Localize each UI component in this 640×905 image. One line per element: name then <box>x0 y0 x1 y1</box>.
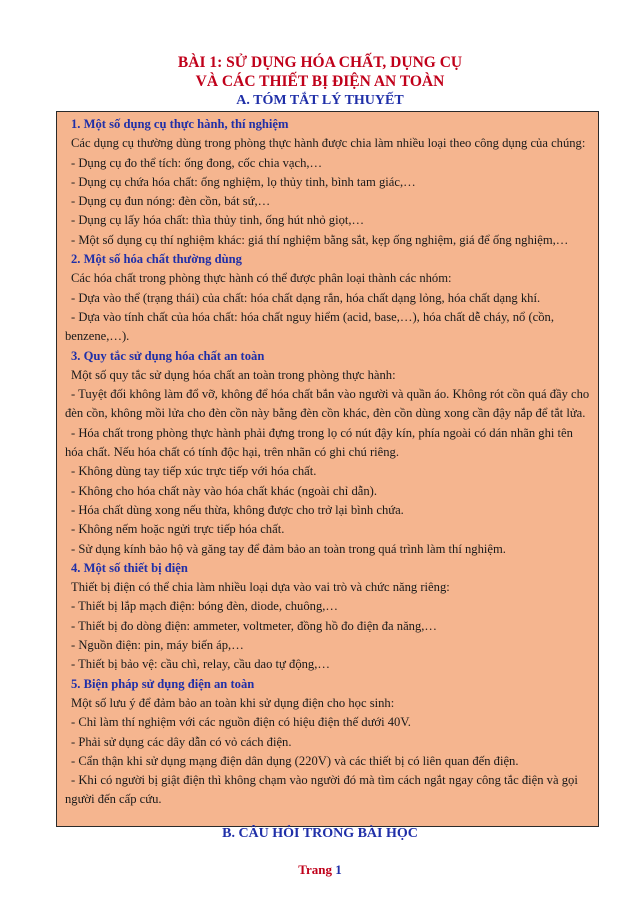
paragraph: - Tuyệt đối không làm đổ vỡ, không để hóa chất bắn vào người và quần áo. Không rót cồn quá đầy cho đèn cồn, không mồi lửa cho đèn cồn này bằng đèn cồn khác, đèn cồn dùng xong cần đậy nắp để tắt lửa. <box>65 387 590 421</box>
paragraph: - Thiết bị đo dòng điện: ammeter, voltmeter, đồng hồ đo điện đa năng,… <box>71 618 437 633</box>
theory-summary-box <box>56 111 599 827</box>
paragraph: - Thiết bị bảo vệ: cầu chì, relay, cầu dao tự động,… <box>71 657 330 672</box>
paragraph: - Cẩn thận khi sử dụng mạng điện dân dụng (220V) và các thiết bị có liên quan đến điện. <box>71 753 519 768</box>
paragraph: - Phải sử dụng các dây dẫn có vỏ cách điện. <box>71 734 292 749</box>
page-number <box>0 862 640 878</box>
paragraph: - Nguồn điện: pin, máy biến áp,… <box>71 638 244 653</box>
paragraph: - Dụng cụ đun nóng: đèn cồn, bát sứ,… <box>71 194 271 209</box>
paragraph: Các hóa chất trong phòng thực hành có thể được phân loại thành các nhóm: <box>71 271 452 286</box>
section-b-heading: B. CÂU HỎI TRONG BÀI HỌC <box>222 826 418 841</box>
subsection-heading: 1. Một số dụng cụ thực hành, thí nghiệm <box>71 117 289 131</box>
paragraph: - Thiết bị lắp mạch điện: bóng đèn, diode, chuông,… <box>71 599 338 614</box>
paragraph: - Một số dụng cụ thí nghiệm khác: giá thí nghiệm bằng sắt, kẹp ống nghiệm, giá để ống nghiệm,… <box>71 232 569 247</box>
subsection-heading: 5. Biện pháp sử dụng điện an toàn <box>71 676 255 691</box>
paragraph: - Chỉ làm thí nghiệm với các nguồn điện có hiệu điện thế dưới 40V. <box>71 715 411 730</box>
page-number-value: 1 <box>335 862 342 877</box>
paragraph: Các dụng cụ thường dùng trong phòng thực hành được chia làm nhiều loại theo công dụng của chúng: <box>71 136 586 151</box>
subsection-heading: 4. Một số thiết bị điện <box>71 560 188 575</box>
paragraph: - Dụng cụ chứa hóa chất: ống nghiệm, lọ thủy tinh, bình tam giác,… <box>71 174 416 189</box>
paragraph: - Không dùng tay tiếp xúc trực tiếp với hóa chất. <box>71 464 317 479</box>
paragraph: - Không nếm hoặc ngửi trực tiếp hóa chất. <box>71 522 285 537</box>
section-a-heading: A. TÓM TẮT LÝ THUYẾT <box>236 93 404 108</box>
paragraph: Một số quy tắc sử dụng hóa chất an toàn trong phòng thực hành: <box>71 367 396 382</box>
paragraph: - Dựa vào tính chất của hóa chất: hóa chất nguy hiểm (acid, base,…), hóa chất dễ cháy, nổ (cồn, benzene,…). <box>65 309 554 344</box>
paragraph: Một số lưu ý để đảm bảo an toàn khi sử dụng điện cho học sinh: <box>71 695 395 710</box>
paragraph: - Hóa chất dùng xong nếu thừa, không được cho trở lại bình chứa. <box>71 502 404 517</box>
page-label: Trang <box>298 862 332 877</box>
paragraph: - Dụng cụ lấy hóa chất: thìa thủy tinh, ống hút nhỏ giọt,… <box>71 213 365 228</box>
lesson-title-line1: BÀI 1: SỬ DỤNG HÓA CHẤT, DỤNG CỤ <box>177 54 463 71</box>
paragraph: - Khi có người bị giật điện thì không chạm vào người đó mà tìm cách ngắt ngay công tắc điện và gọi người đến cấp cứu. <box>65 773 578 807</box>
paragraph: - Sử dụng kính bảo hộ và găng tay để đảm bảo an toàn trong quá trình làm thí nghiệm. <box>71 541 506 556</box>
subsection-heading: 2. Một số hóa chất thường dùng <box>71 252 242 267</box>
paragraph: - Hóa chất trong phòng thực hành phải đựng trong lọ có nút đậy kín, phía ngoài có dán nhãn ghi tên hóa chất. Nếu hóa chất có tính độc hại, trên nhãn có ghi chú riêng. <box>65 425 573 460</box>
paragraph: - Không cho hóa chất này vào hóa chất khác (ngoài chỉ dẫn). <box>71 483 377 498</box>
paragraph: - Dụng cụ đo thể tích: ống đong, cốc chia vạch,… <box>71 155 323 170</box>
paragraph: Thiết bị điện có thể chia làm nhiều loại dựa vào vai trò và chức năng riêng: <box>71 580 450 595</box>
subsection-heading: 3. Quy tắc sử dụng hóa chất an toàn <box>71 348 265 363</box>
paragraph: - Dựa vào thể (trạng thái) của chất: hóa chất dạng rắn, hóa chất dạng lỏng, hóa chất dạng khí. <box>71 290 541 305</box>
lesson-title-line2: VÀ CÁC THIẾT BỊ ĐIỆN AN TOÀN <box>195 73 445 90</box>
